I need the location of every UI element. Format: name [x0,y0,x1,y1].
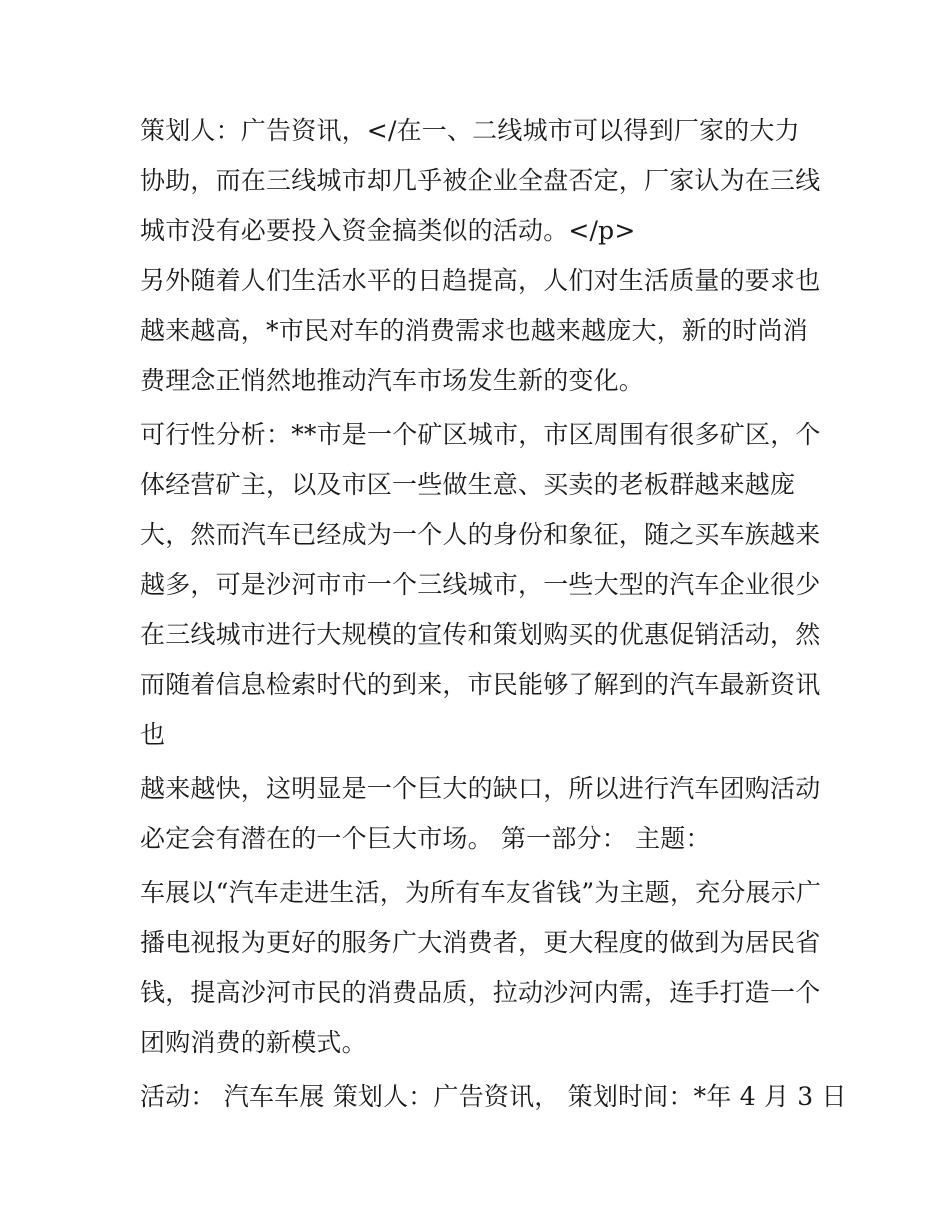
text-line: 越多，可是沙河市市一个三线城市，一些大型的汽车企业很少 [140,570,821,599]
text-line: 协助，而在三线城市却几乎被企业全盘否定，厂家认为在三线 [140,166,821,195]
text-line: 可行性分析：**市是一个矿区城市，市区周围有很多矿区，个 [140,420,821,449]
text-line: 团购消费的新模式。 [140,1028,367,1057]
text-line: 城市没有必要投入资金搞类似的活动。</p> [140,216,636,245]
text-line: 另外随着人们生活水平的日趋提高，人们对生活质量的要求也 [140,266,821,295]
text-line: 活动： 汽车车展 策划人：广告资讯， 策划时间：*年 4 月 3 日 [140,1082,847,1111]
text-line: 必定会有潜在的一个巨大市场。 第一部分： 主题： [140,824,711,853]
text-line: 大，然而汽车已经成为一个人的身份和象征，随之买车族越来 [140,520,821,549]
text-line: 策划人：广告资讯，</在一、二线城市可以得到厂家的大力 [140,116,800,145]
text-line: 越来越快，这明显是一个巨大的缺口，所以进行汽车团购活动 [140,774,821,803]
text-line: 越来越高，*市民对车的消费需求也越来越庞大，新的时尚消 [140,316,808,345]
text-line: 车展以“汽车走进生活，为所有车友省钱”为主题，充分展示广 [140,878,822,907]
text-line: 体经营矿主，以及市区一些做生意、买卖的老板群越来越庞 [140,470,796,499]
text-line: 钱，提高沙河市民的消费品质，拉动沙河内需，连手打造一个 [140,978,821,1007]
text-line: 在三线城市进行大规模的宣传和策划购买的优惠促销活动，然 [140,620,821,649]
text-line: 播电视报为更好的服务广大消费者，更大程度的做到为居民省 [140,928,821,957]
text-line: 而随着信息检索时代的到来，市民能够了解到的汽车最新资讯 [140,670,821,699]
text-line: 也 [140,720,166,749]
text-line: 费理念正悄然地推动汽车市场发生新的变化。 [140,366,645,395]
